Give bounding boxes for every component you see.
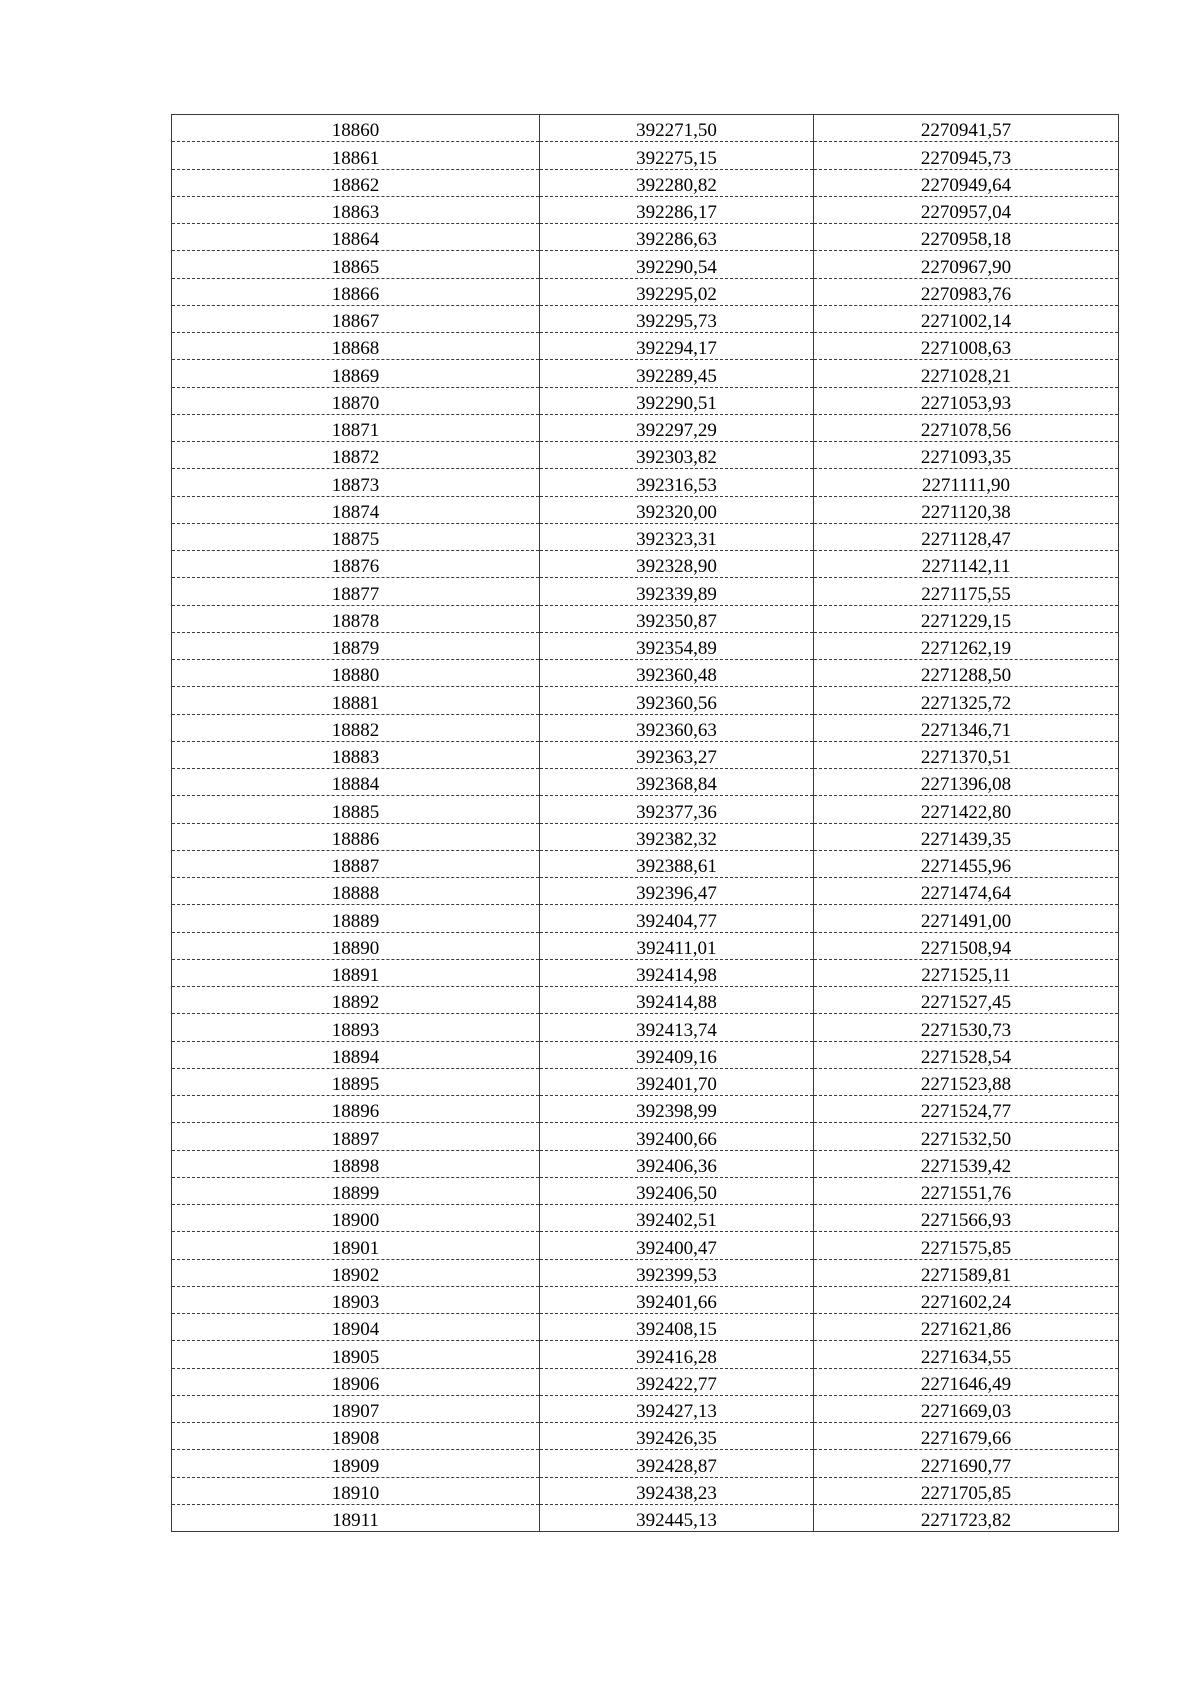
point-number-cell: 18894 (172, 1041, 540, 1068)
point-number-cell: 18898 (172, 1150, 540, 1177)
y-coordinate-cell: 2270983,76 (814, 278, 1119, 305)
x-coordinate-cell: 392422,77 (540, 1368, 814, 1395)
table-row (172, 414, 1119, 441)
point-number-cell: 18887 (172, 850, 540, 877)
table-row (172, 687, 1119, 714)
coordinate-table-body (172, 115, 1119, 1532)
point-number-cell: 18881 (172, 687, 540, 714)
point-number-cell: 18880 (172, 660, 540, 687)
y-coordinate-cell: 2271525,11 (814, 959, 1119, 986)
y-coordinate-cell: 2270941,57 (814, 115, 1119, 142)
x-coordinate-cell: 392400,47 (540, 1232, 814, 1259)
x-coordinate-cell: 392398,99 (540, 1096, 814, 1123)
table-row (172, 1041, 1119, 1068)
y-coordinate-cell: 2271539,42 (814, 1150, 1119, 1177)
point-number-cell: 18863 (172, 196, 540, 223)
x-coordinate-cell: 392320,00 (540, 496, 814, 523)
x-coordinate-cell: 392286,63 (540, 224, 814, 251)
table-row (172, 1395, 1119, 1422)
y-coordinate-cell: 2270949,64 (814, 169, 1119, 196)
table-row (172, 1341, 1119, 1368)
table-row (172, 987, 1119, 1014)
y-coordinate-cell: 2271028,21 (814, 360, 1119, 387)
table-row (172, 932, 1119, 959)
point-number-cell: 18874 (172, 496, 540, 523)
x-coordinate-cell: 392275,15 (540, 142, 814, 169)
y-coordinate-cell: 2271346,71 (814, 714, 1119, 741)
y-coordinate-cell: 2271142,11 (814, 551, 1119, 578)
x-coordinate-cell: 392414,88 (540, 987, 814, 1014)
x-coordinate-cell: 392368,84 (540, 769, 814, 796)
y-coordinate-cell: 2271527,45 (814, 987, 1119, 1014)
point-number-cell: 18888 (172, 878, 540, 905)
x-coordinate-cell: 392289,45 (540, 360, 814, 387)
point-number-cell: 18878 (172, 605, 540, 632)
table-row (172, 1123, 1119, 1150)
x-coordinate-cell: 392396,47 (540, 878, 814, 905)
x-coordinate-cell: 392295,73 (540, 305, 814, 332)
x-coordinate-cell: 392328,90 (540, 551, 814, 578)
x-coordinate-cell: 392400,66 (540, 1123, 814, 1150)
y-coordinate-cell: 2271008,63 (814, 333, 1119, 360)
y-coordinate-cell: 2271262,19 (814, 632, 1119, 659)
x-coordinate-cell: 392411,01 (540, 932, 814, 959)
point-number-cell: 18889 (172, 905, 540, 932)
x-coordinate-cell: 392388,61 (540, 850, 814, 877)
y-coordinate-cell: 2271634,55 (814, 1341, 1119, 1368)
x-coordinate-cell: 392323,31 (540, 523, 814, 550)
x-coordinate-cell: 392404,77 (540, 905, 814, 932)
y-coordinate-cell: 2271532,50 (814, 1123, 1119, 1150)
x-coordinate-cell: 392271,50 (540, 115, 814, 142)
x-coordinate-cell: 392406,50 (540, 1177, 814, 1204)
table-row (172, 905, 1119, 932)
point-number-cell: 18869 (172, 360, 540, 387)
y-coordinate-cell: 2271288,50 (814, 660, 1119, 687)
x-coordinate-cell: 392409,16 (540, 1041, 814, 1068)
point-number-cell: 18868 (172, 333, 540, 360)
point-number-cell: 18904 (172, 1314, 540, 1341)
point-number-cell: 18866 (172, 278, 540, 305)
y-coordinate-cell: 2271325,72 (814, 687, 1119, 714)
y-coordinate-cell: 2271679,66 (814, 1423, 1119, 1450)
point-number-cell: 18911 (172, 1504, 540, 1531)
table-row (172, 387, 1119, 414)
x-coordinate-cell: 392438,23 (540, 1477, 814, 1504)
point-number-cell: 18886 (172, 823, 540, 850)
point-number-cell: 18862 (172, 169, 540, 196)
y-coordinate-cell: 2271551,76 (814, 1177, 1119, 1204)
point-number-cell: 18910 (172, 1477, 540, 1504)
point-number-cell: 18860 (172, 115, 540, 142)
point-number-cell: 18864 (172, 224, 540, 251)
y-coordinate-cell: 2271396,08 (814, 769, 1119, 796)
x-coordinate-cell: 392427,13 (540, 1395, 814, 1422)
table-row (172, 1259, 1119, 1286)
table-row (172, 142, 1119, 169)
y-coordinate-cell: 2271524,77 (814, 1096, 1119, 1123)
y-coordinate-cell: 2271528,54 (814, 1041, 1119, 1068)
y-coordinate-cell: 2270945,73 (814, 142, 1119, 169)
x-coordinate-cell: 392354,89 (540, 632, 814, 659)
table-row (172, 496, 1119, 523)
y-coordinate-cell: 2271723,82 (814, 1504, 1119, 1531)
y-coordinate-cell: 2271566,93 (814, 1205, 1119, 1232)
y-coordinate-cell: 2271053,93 (814, 387, 1119, 414)
x-coordinate-cell: 392401,66 (540, 1286, 814, 1313)
table-row (172, 196, 1119, 223)
point-number-cell: 18883 (172, 741, 540, 768)
table-row (172, 169, 1119, 196)
table-row (172, 605, 1119, 632)
table-row (172, 333, 1119, 360)
y-coordinate-cell: 2271690,77 (814, 1450, 1119, 1477)
x-coordinate-cell: 392399,53 (540, 1259, 814, 1286)
table-row (172, 1477, 1119, 1504)
table-row (172, 769, 1119, 796)
y-coordinate-cell: 2271491,00 (814, 905, 1119, 932)
table-row (172, 632, 1119, 659)
y-coordinate-cell: 2271120,38 (814, 496, 1119, 523)
table-row (172, 1286, 1119, 1313)
y-coordinate-cell: 2271093,35 (814, 442, 1119, 469)
y-coordinate-cell: 2271078,56 (814, 414, 1119, 441)
point-number-cell: 18882 (172, 714, 540, 741)
y-coordinate-cell: 2271002,14 (814, 305, 1119, 332)
y-coordinate-cell: 2270967,90 (814, 251, 1119, 278)
x-coordinate-cell: 392290,54 (540, 251, 814, 278)
table-row (172, 850, 1119, 877)
y-coordinate-cell: 2271705,85 (814, 1477, 1119, 1504)
point-number-cell: 18877 (172, 578, 540, 605)
x-coordinate-cell: 392426,35 (540, 1423, 814, 1450)
y-coordinate-cell: 2271621,86 (814, 1314, 1119, 1341)
point-number-cell: 18873 (172, 469, 540, 496)
x-coordinate-cell: 392303,82 (540, 442, 814, 469)
point-number-cell: 18899 (172, 1177, 540, 1204)
point-number-cell: 18900 (172, 1205, 540, 1232)
y-coordinate-cell: 2270958,18 (814, 224, 1119, 251)
y-coordinate-cell: 2271589,81 (814, 1259, 1119, 1286)
table-row (172, 1014, 1119, 1041)
x-coordinate-cell: 392416,28 (540, 1341, 814, 1368)
point-number-cell: 18861 (172, 142, 540, 169)
table-row (172, 714, 1119, 741)
point-number-cell: 18872 (172, 442, 540, 469)
x-coordinate-cell: 392401,70 (540, 1068, 814, 1095)
table-row (172, 1177, 1119, 1204)
table-row (172, 1150, 1119, 1177)
table-row (172, 660, 1119, 687)
point-number-cell: 18903 (172, 1286, 540, 1313)
y-coordinate-cell: 2271575,85 (814, 1232, 1119, 1259)
x-coordinate-cell: 392360,56 (540, 687, 814, 714)
coordinate-table (171, 114, 1119, 1532)
x-coordinate-cell: 392339,89 (540, 578, 814, 605)
x-coordinate-cell: 392413,74 (540, 1014, 814, 1041)
table-row (172, 278, 1119, 305)
x-coordinate-cell: 392363,27 (540, 741, 814, 768)
y-coordinate-cell: 2271128,47 (814, 523, 1119, 550)
table-row (172, 305, 1119, 332)
x-coordinate-cell: 392414,98 (540, 959, 814, 986)
table-row (172, 959, 1119, 986)
point-number-cell: 18870 (172, 387, 540, 414)
x-coordinate-cell: 392316,53 (540, 469, 814, 496)
y-coordinate-cell: 2271422,80 (814, 796, 1119, 823)
y-coordinate-cell: 2271439,35 (814, 823, 1119, 850)
table-row (172, 1504, 1119, 1531)
table-row (172, 578, 1119, 605)
point-number-cell: 18895 (172, 1068, 540, 1095)
x-coordinate-cell: 392297,29 (540, 414, 814, 441)
point-number-cell: 18897 (172, 1123, 540, 1150)
x-coordinate-cell: 392428,87 (540, 1450, 814, 1477)
point-number-cell: 18905 (172, 1341, 540, 1368)
point-number-cell: 18876 (172, 551, 540, 578)
point-number-cell: 18884 (172, 769, 540, 796)
table-row (172, 115, 1119, 142)
point-number-cell: 18891 (172, 959, 540, 986)
point-number-cell: 18909 (172, 1450, 540, 1477)
point-number-cell: 18896 (172, 1096, 540, 1123)
table-row (172, 796, 1119, 823)
point-number-cell: 18902 (172, 1259, 540, 1286)
table-row (172, 469, 1119, 496)
point-number-cell: 18875 (172, 523, 540, 550)
table-row (172, 1450, 1119, 1477)
y-coordinate-cell: 2271530,73 (814, 1014, 1119, 1041)
point-number-cell: 18885 (172, 796, 540, 823)
y-coordinate-cell: 2271474,64 (814, 878, 1119, 905)
table-row (172, 741, 1119, 768)
point-number-cell: 18906 (172, 1368, 540, 1395)
y-coordinate-cell: 2271602,24 (814, 1286, 1119, 1313)
x-coordinate-cell: 392408,15 (540, 1314, 814, 1341)
table-row (172, 1232, 1119, 1259)
x-coordinate-cell: 392286,17 (540, 196, 814, 223)
point-number-cell: 18890 (172, 932, 540, 959)
y-coordinate-cell: 2271508,94 (814, 932, 1119, 959)
point-number-cell: 18908 (172, 1423, 540, 1450)
x-coordinate-cell: 392280,82 (540, 169, 814, 196)
point-number-cell: 18893 (172, 1014, 540, 1041)
table-row (172, 878, 1119, 905)
table-row (172, 442, 1119, 469)
x-coordinate-cell: 392294,17 (540, 333, 814, 360)
point-number-cell: 18879 (172, 632, 540, 659)
table-row (172, 224, 1119, 251)
point-number-cell: 18901 (172, 1232, 540, 1259)
x-coordinate-cell: 392402,51 (540, 1205, 814, 1232)
x-coordinate-cell: 392350,87 (540, 605, 814, 632)
x-coordinate-cell: 392406,36 (540, 1150, 814, 1177)
table-row (172, 523, 1119, 550)
table-row (172, 823, 1119, 850)
y-coordinate-cell: 2271669,03 (814, 1395, 1119, 1422)
y-coordinate-cell: 2270957,04 (814, 196, 1119, 223)
table-row (172, 1096, 1119, 1123)
point-number-cell: 18892 (172, 987, 540, 1014)
y-coordinate-cell: 2271523,88 (814, 1068, 1119, 1095)
table-row (172, 551, 1119, 578)
point-number-cell: 18871 (172, 414, 540, 441)
y-coordinate-cell: 2271229,15 (814, 605, 1119, 632)
point-number-cell: 18865 (172, 251, 540, 278)
table-row (172, 1423, 1119, 1450)
y-coordinate-cell: 2271111,90 (814, 469, 1119, 496)
x-coordinate-cell: 392295,02 (540, 278, 814, 305)
x-coordinate-cell: 392382,32 (540, 823, 814, 850)
table-row (172, 1314, 1119, 1341)
x-coordinate-cell: 392360,63 (540, 714, 814, 741)
table-row (172, 1368, 1119, 1395)
y-coordinate-cell: 2271646,49 (814, 1368, 1119, 1395)
y-coordinate-cell: 2271175,55 (814, 578, 1119, 605)
point-number-cell: 18867 (172, 305, 540, 332)
table-row (172, 360, 1119, 387)
x-coordinate-cell: 392360,48 (540, 660, 814, 687)
table-row (172, 251, 1119, 278)
table-row (172, 1068, 1119, 1095)
table-row (172, 1205, 1119, 1232)
x-coordinate-cell: 392290,51 (540, 387, 814, 414)
y-coordinate-cell: 2271455,96 (814, 850, 1119, 877)
y-coordinate-cell: 2271370,51 (814, 741, 1119, 768)
x-coordinate-cell: 392377,36 (540, 796, 814, 823)
point-number-cell: 18907 (172, 1395, 540, 1422)
x-coordinate-cell: 392445,13 (540, 1504, 814, 1531)
